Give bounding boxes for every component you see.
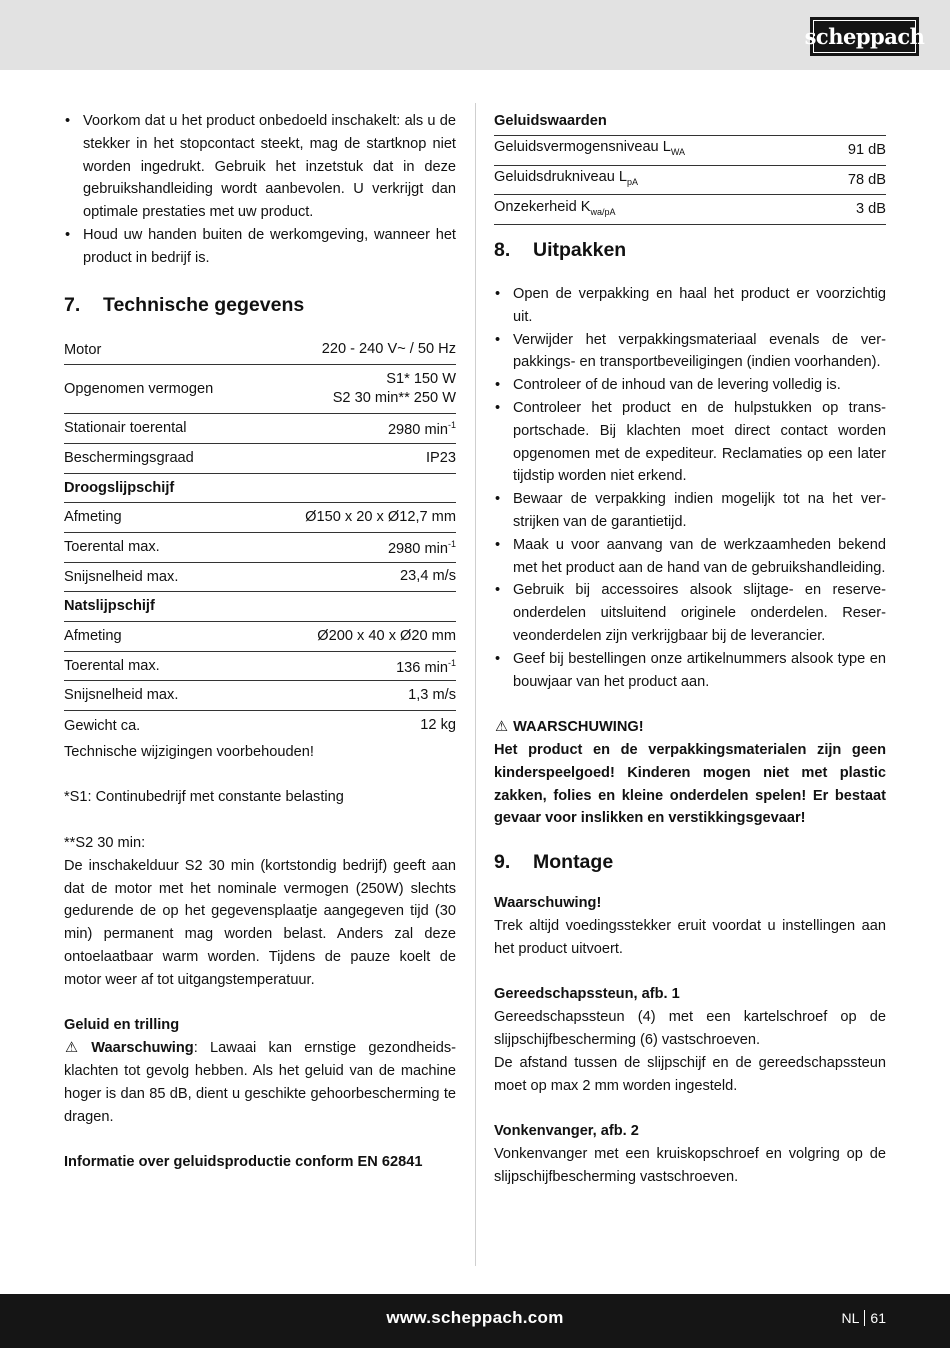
tool-rest-text-distance: De afstand tussen de slijpschijf en de gereedschapssteun moet op max 2 mm worden ingesteld.	[494, 1054, 886, 1094]
website-link[interactable]: www.scheppach.com	[386, 1308, 564, 1327]
spec-label: Beschermingsgraad	[64, 449, 194, 466]
language-code: NL	[841, 1310, 860, 1326]
list-item: • Maak u voor aanvang van de werkzaamheden bekend met het product aan de hand van de gebruikshandleiding.	[494, 534, 886, 580]
spec-label: Gewicht ca.	[64, 717, 141, 734]
spec-section-label: Natslijpschijf	[64, 598, 155, 615]
spec-value	[333, 370, 456, 409]
list-item: • Verwijder het verpakkingsmateriaal evenals de verpakkings- en transportbeveiligingen (indien voorhanden).	[494, 329, 886, 375]
table-row	[64, 563, 456, 593]
spec-table	[64, 336, 456, 741]
spec-value: IP23	[425, 449, 456, 466]
unpacking-bullet-list	[494, 283, 886, 693]
spark-guard-title: Vonkenvanger, afb. 2	[494, 1123, 639, 1140]
table-row	[64, 622, 456, 652]
warning-title-text: WAARSCHUWING!	[513, 719, 644, 736]
spec-label: Motor	[64, 341, 102, 358]
list-item: • Controleer het product en de hulpstukken op transportschade. Bij klachten moet direct contact worden opgenomen met de expediteur. Reclamaties op een later tijdstip worden niet erkend.	[494, 397, 886, 488]
section-heading-technical-data	[64, 292, 456, 318]
sound-label-text: Onzekerheid K	[494, 198, 591, 215]
assembly-warning-title: Waarschuwing!	[494, 895, 602, 912]
spec-label: Stationair toerental	[64, 420, 187, 437]
table-row	[64, 444, 456, 474]
tool-rest-title: Gereedschapssteun, afb. 1	[494, 986, 680, 1003]
tech-changes-note: Technische wijzigingen voorbehouden!	[64, 743, 314, 760]
spec-label: Afmeting	[64, 509, 122, 526]
page-header	[0, 0, 950, 70]
safety-bullet-list	[64, 110, 456, 270]
spec-label: Toerental max.	[64, 538, 160, 555]
table-row	[64, 711, 456, 741]
section-title: Uitpakken	[533, 239, 627, 262]
noise-warning-label: Waarschuwing	[91, 1040, 194, 1057]
sound-label	[494, 136, 685, 164]
separator-bar	[864, 1310, 865, 1326]
sound-values-table	[494, 110, 886, 225]
section-number: 7.	[64, 293, 81, 316]
spec-value: Ø150 x 20 x Ø12,7 mm	[305, 508, 456, 525]
noise-info-title: Informatie over geluidsproductie conform EN 62841	[64, 1154, 423, 1171]
page-number	[842, 1310, 886, 1326]
sound-value: 3 dB	[855, 201, 886, 218]
s2-title: **S2 30 min:	[64, 835, 146, 852]
list-item: • Open de verpakking en haal het product er voorzichtig uit.	[494, 283, 886, 329]
table-section-row	[64, 592, 456, 622]
spec-label: Snijsnelheid max.	[64, 687, 179, 704]
warning-triangle-icon: ⚠	[64, 1040, 79, 1057]
table-row	[64, 533, 456, 563]
warning-triangle-icon: ⚠	[494, 719, 509, 736]
table-row	[64, 365, 456, 414]
noise-title: Geluid en trilling	[64, 1017, 180, 1034]
sound-label-subscript: WA	[670, 147, 686, 158]
section-title: Montage	[533, 851, 614, 874]
spec-value: 1,3 m/s	[408, 687, 456, 704]
right-column	[494, 110, 886, 1189]
list-item: • Voorkom dat u het product onbedoeld inschakelt: als u de stekker in het stopcontact steekt, mag de startknop niet worden ingedrukt. Gebruik het inzetstuk dat in deze gebruikshandleiding wordt aanbevolen. U verkrijgt dan optimale prestaties met uw product.	[64, 110, 456, 224]
unit-exponent: -1	[447, 657, 456, 668]
table-row	[494, 166, 886, 196]
section-heading-unpacking	[494, 237, 886, 263]
noise-warning	[64, 1037, 456, 1128]
sound-label-subscript: wa/pA	[590, 206, 616, 217]
column-divider	[475, 103, 476, 1266]
list-item: • Controleer of de inhoud van de levering volledig is.	[494, 374, 886, 397]
sound-label-text: Geluidsvermogensniveau L	[494, 139, 671, 156]
sound-label	[494, 166, 638, 194]
spark-guard-text: Vonkenvanger met een kruiskopschroef en volgring op de slijpschijfbescherming vastschroeven.	[494, 1145, 886, 1185]
section-title: Technische gegevens	[103, 293, 305, 316]
spec-value: 23,4 m/s	[400, 568, 456, 585]
spec-value	[396, 654, 456, 678]
spec-label: Snijsnelheid max.	[64, 568, 179, 585]
assembly-warning-text: Trek altijd voedingsstekker eruit voordat u instellingen aan het product uitvoert.	[494, 917, 886, 957]
left-column	[64, 110, 456, 1174]
spec-value-text: 136 min	[396, 659, 448, 676]
page-footer	[0, 1294, 950, 1348]
list-item: • Gebruik bij accessoires alsook slijtage- en reserveonderdelen uitsluitend originele onderdelen. Reserveonderdelen zijn verkrijgbaar bij de leverancier.	[494, 579, 886, 647]
spec-value: Ø200 x 40 x Ø20 mm	[317, 627, 456, 644]
sound-label-subscript: pA	[627, 177, 639, 188]
table-section-row	[64, 474, 456, 504]
spec-value: 220 - 240 V~ / 50 Hz	[321, 341, 456, 358]
spec-value-s2: S2 30 min** 250 W	[332, 390, 456, 407]
warning-title	[494, 716, 886, 739]
list-item: • Bewaar de verpakking indien mogelijk tot na het verstrijken van de garantietijd.	[494, 488, 886, 534]
spec-value	[388, 416, 456, 440]
sound-values-title: Geluidswaarden	[494, 110, 886, 136]
sound-label	[494, 196, 616, 224]
sound-value: 78 dB	[847, 171, 886, 188]
spec-value: 12 kg	[420, 717, 456, 734]
list-item: • Geef bij bestellingen onze artikelnummers alsook type en bouwjaar van het product aan.	[494, 648, 886, 694]
spec-value	[388, 535, 456, 559]
list-item: • Houd uw handen buiten de werkomgeving, wanneer het product in bedrijf is.	[64, 224, 456, 270]
table-row	[494, 136, 886, 166]
sound-label-text: Geluidsdrukniveau L	[494, 169, 628, 186]
unit-exponent: -1	[447, 420, 456, 431]
table-row	[64, 681, 456, 711]
section-number: 9.	[494, 851, 511, 874]
s1-note: *S1: Continubedrijf met constante belasting	[64, 789, 344, 806]
sound-value: 91 dB	[847, 141, 886, 158]
tool-rest-text: Gereedschapssteun (4) met een kartelschroef op de slijpschijfbescherming (6) vastschroeven.	[494, 1009, 886, 1048]
spec-label: Afmeting	[64, 628, 122, 645]
table-row	[64, 414, 456, 444]
s2-description: De inschakelduur S2 30 min (kortstondig bedrijf) geeft aan dat de motor met het nominale vermogen (250W) slechts gedurende de op het gegevensplaatje aangegeven tijd (30 min) permanent mag worden belast. Anders zal deze ontoelaatbaar warm worden. Tijdens de pauze koelt de motor weer af tot uitgangstemperatuur.	[64, 857, 456, 988]
spec-value-text: 2980 min	[387, 422, 448, 439]
spec-value-s1: S1* 150 W	[386, 370, 456, 387]
spec-label: Opgenomen vermogen	[64, 380, 214, 397]
section-heading-assembly	[494, 849, 886, 875]
table-row	[64, 336, 456, 366]
noise-warning-text: : Lawaai kan ernstige gezondheidsklachten tot gevolg hebben. Als het geluid van de machine hoger is dan 85 dB, dient u geschikte gehoorbescherming te dragen.	[64, 1040, 456, 1125]
spec-section-label: Droogslijpschijf	[64, 479, 175, 496]
unit-exponent: -1	[447, 539, 456, 550]
brand-logo: scheppach	[810, 17, 919, 56]
table-row	[64, 503, 456, 533]
page-number-value: 61	[870, 1310, 886, 1326]
table-row	[494, 195, 886, 225]
warning-text: Het product en de verpakkingsmaterialen zijn geen kinderspeelgoed! Kinderen mogen niet met plastic zakken, folies en kleine onderdelen spelen! Er bestaat gevaar voor inslikken en verstikkingsgevaar!	[494, 742, 886, 827]
spec-value-text: 2980 min	[387, 541, 448, 558]
section-number: 8.	[494, 239, 511, 262]
table-row	[64, 652, 456, 682]
spec-label: Toerental max.	[64, 657, 160, 674]
